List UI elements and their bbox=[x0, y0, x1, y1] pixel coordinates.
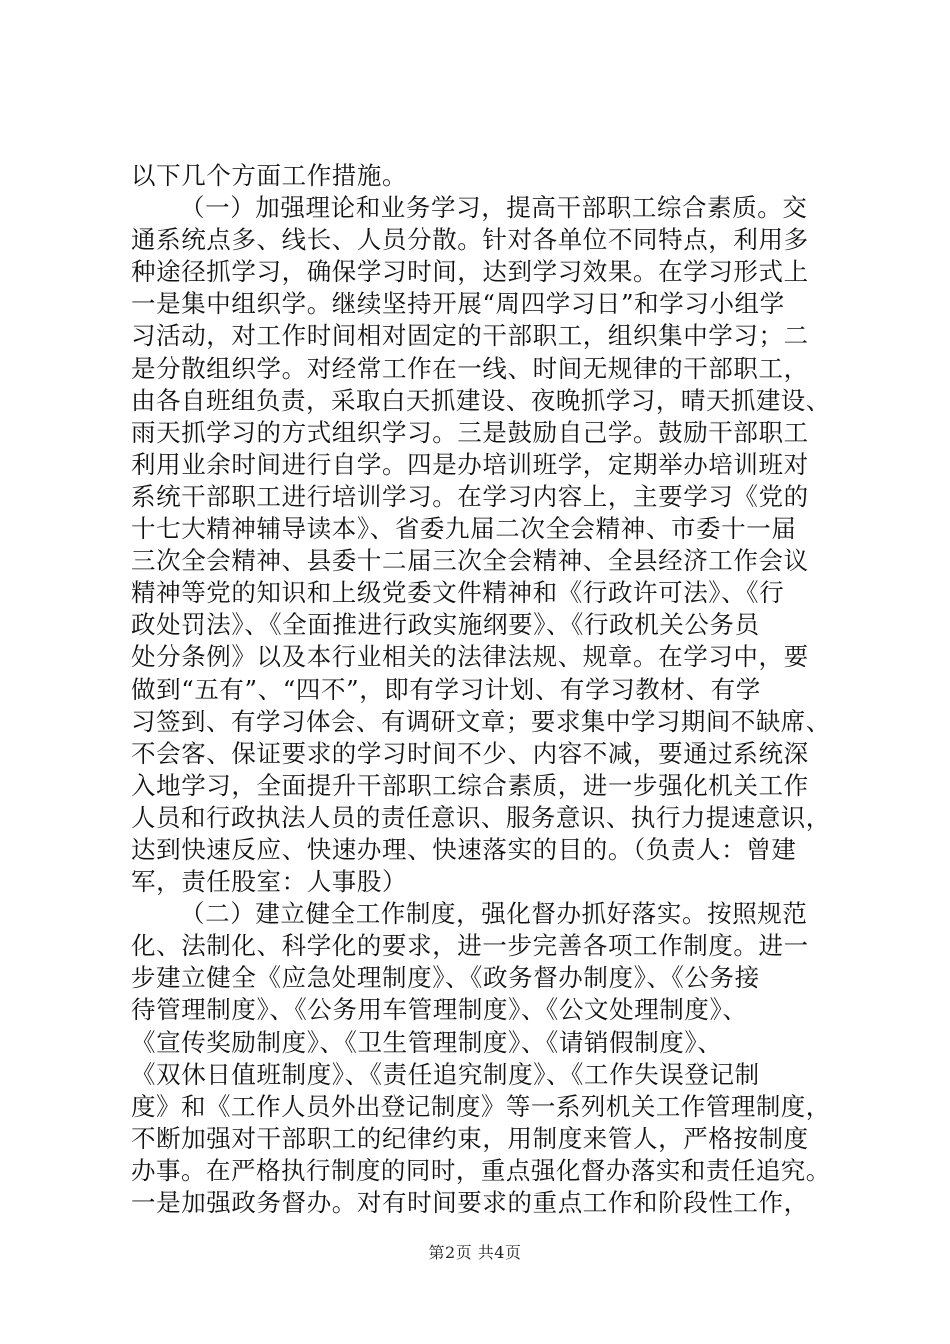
text-line: 通系统点多、线长、人员分散。针对各单位不同特点，利用多 bbox=[131, 225, 809, 255]
text-line: 利用业余时间进行自学。四是办培训班学，定期举办培训班对 bbox=[131, 449, 809, 479]
text-line: 是分散组织学。对经常工作在一线、时间无规律的干部职工， bbox=[131, 353, 809, 383]
text-line: 习签到、有学习体会、有调研文章；要求集中学习期间不缺席、 bbox=[131, 706, 831, 736]
text-line: 十七大精神辅导读本》、省委九届二次全会精神、市委十一届 bbox=[131, 514, 797, 544]
text-line: 办事。在严格执行制度的同时，重点强化督办落实和责任追究。 bbox=[131, 1155, 831, 1185]
text-line: 不会客、保证要求的学习时间不少、内容不减，要通过系统深 bbox=[131, 738, 809, 768]
text-line: 以下几个方面工作措施。 bbox=[131, 161, 408, 190]
text-line: 度》和《工作人员外出登记制度》等一系列机关工作管理制度， bbox=[131, 1091, 831, 1121]
text-line: 处分条例》以及本行业相关的法律法规、规章。在学习中，要 bbox=[131, 642, 809, 672]
text-line: 化、法制化、科学化的要求，进一步完善各项工作制度。进一 bbox=[131, 931, 809, 961]
text-line: 一是加强政务督办。对有时间要求的重点工作和阶段性工作， bbox=[131, 1188, 809, 1217]
text-line: （一）加强理论和业务学习，提高干部职工综合素质。交 bbox=[180, 193, 808, 223]
text-line: 雨天抓学习的方式组织学习。三是鼓励自己学。鼓励干部职工 bbox=[131, 417, 809, 447]
text-line: 政处罚法》、《全面推进行政实施纲要》、《行政机关公务员 bbox=[131, 610, 760, 640]
text-line: 《宣传奖励制度》、《卫生管理制度》、《请销假制度》、 bbox=[131, 1027, 723, 1057]
page-footer: 第2页 共4页 bbox=[428, 1243, 522, 1262]
text-line: 达到快速反应、快速办理、快速落实的目的。（负责人：曾建 bbox=[131, 834, 797, 864]
text-line: 人员和行政执法人员的责任意识、服务意识、执行力提速意识， bbox=[131, 802, 831, 832]
text-line: 步建立健全《应急处理制度》、《政务督办制度》、《公务接 bbox=[131, 963, 760, 993]
text-line: 做到“五有”、“四不”，即有学习计划、有学习教材、有学 bbox=[131, 674, 761, 704]
text-line: 精神等党的知识和上级党委文件精神和《行政许可法》、《行 bbox=[131, 578, 785, 608]
text-line: 一是集中组织学。继续坚持开展“周四学习日”和学习小组学 bbox=[131, 289, 785, 319]
text-line: 系统干部职工进行培训学习。在学习内容上，主要学习《党的 bbox=[131, 481, 809, 511]
text-line: 军，责任股室：人事股） bbox=[131, 867, 408, 897]
text-line: 由各自班组负责，采取白天抓建设、夜晚抓学习，晴天抓建设、 bbox=[131, 385, 831, 415]
text-line: 种途径抓学习，确保学习时间，达到学习效果。在学习形式上 bbox=[131, 257, 809, 287]
text-line: 三次全会精神、县委十二届三次全会精神、全县经济工作会议 bbox=[131, 546, 809, 576]
text-line: 待管理制度》、《公务用车管理制度》、《公文处理制度》、 bbox=[131, 995, 748, 1025]
text-line: 入地学习，全面提升干部职工综合素质，进一步强化机关工作 bbox=[131, 770, 809, 800]
body-text bbox=[131, 160, 831, 1219]
text-line: 不断加强对干部职工的纪律约束，用制度来管人，严格按制度 bbox=[131, 1123, 809, 1153]
text-line: （二）建立健全工作制度，强化督办抓好落实。按照规范 bbox=[180, 899, 808, 929]
text-line: 《双休日值班制度》、《责任追究制度》、《工作失误登记制 bbox=[131, 1059, 760, 1089]
text-line: 习活动，对工作时间相对固定的干部职工，组织集中学习；二 bbox=[131, 321, 809, 351]
